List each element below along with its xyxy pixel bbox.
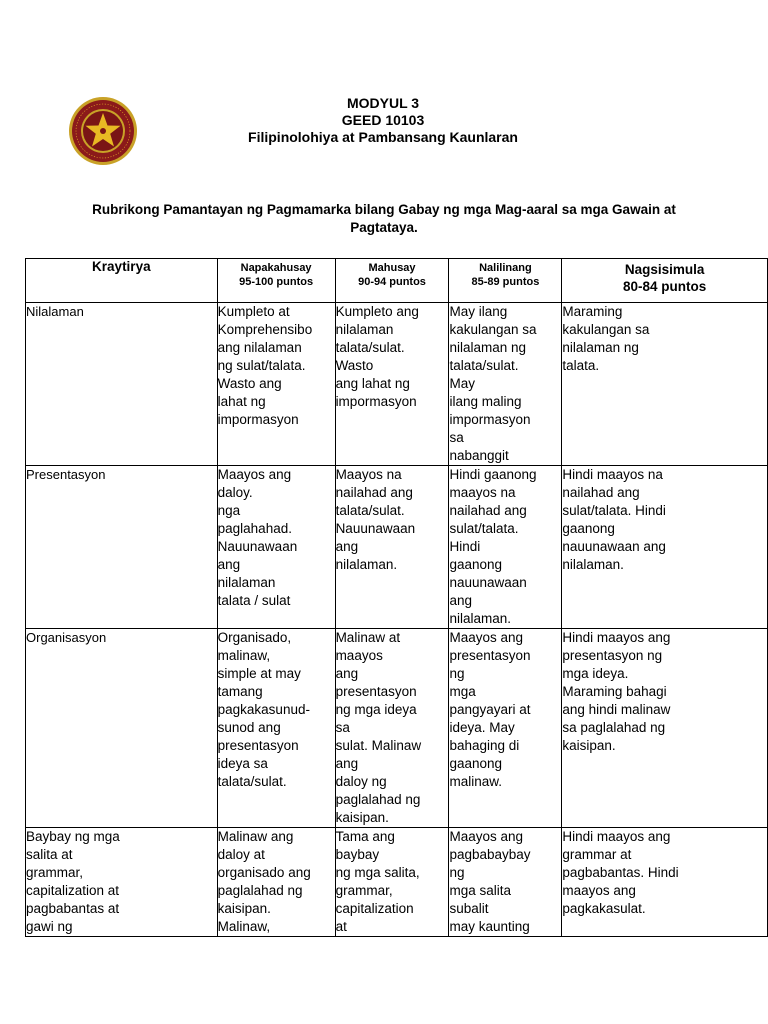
level-header-nalilinang: [449, 259, 562, 303]
rubric-cell: Hindi gaanong maayos na nailahad ang sulat/talata. Hindi gaanong nauunawaan ang nilalaman.: [449, 466, 562, 629]
level-points: 85-89 puntos: [471, 276, 540, 288]
level-name: Nagsisimula: [624, 262, 705, 277]
level-header-nagsisimula: [562, 259, 768, 303]
rubric-cell: Maayos ang daloy. nga paglahahad. Nauunawaan ang nilalaman talata / sulat: [217, 466, 335, 629]
rubric-cell: Malinaw at maayos ang presentasyon ng mga ideya sa sulat. Malinaw ang daloy ng paglalahad ng kaisipan.: [335, 629, 449, 828]
criterion-cell: Baybay ng mga salita at grammar, capitalization at pagbabantas at gawi ng: [26, 828, 218, 937]
document-header: [200, 95, 566, 146]
rubric-title: Rubrikong Pamantayan ng Pagmamarka bilang Gabay ng mga Mag-aaral sa mga Gawain at Pagtataya.: [92, 202, 676, 235]
rubric-cell: Malinaw ang daloy at organisado ang paglalahad ng kaisipan. Malinaw,: [217, 828, 335, 937]
level-points: 90-94 puntos: [358, 276, 426, 288]
level-points: 95-100 puntos: [239, 276, 314, 288]
rubric-cell: Maayos ang pagbabaybay ng mga salita subalit may kaunting: [449, 828, 562, 937]
level-name: Napakahusay: [240, 262, 312, 274]
criterion-cell: Presentasyon: [26, 466, 218, 629]
rubric-cell: Hindi maayos ang grammar at pagbabantas. Hindi maayos ang pagkakasulat.: [562, 828, 768, 937]
rubric-cell: Organisado, malinaw, simple at may tamang pagkakasunud- sunod ang presentasyon ideya sa talata/sulat.: [217, 629, 335, 828]
university-seal-icon: [68, 96, 138, 166]
table-row: [26, 303, 768, 466]
criterion-cell: Nilalaman: [26, 303, 218, 466]
level-name: Nalilinang: [479, 262, 532, 274]
rubric-cell: Maraming kakulangan sa nilalaman ng talata.: [562, 303, 768, 466]
rubric-cell: Hindi maayos na nailahad ang sulat/talata. Hindi gaanong nauunawaan ang nilalaman.: [562, 466, 768, 629]
table-row: [26, 828, 768, 937]
level-name: Mahusay: [368, 262, 416, 274]
rubric-cell: Tama ang baybay ng mga salita, grammar, capitalization at: [335, 828, 449, 937]
header-row: [26, 259, 768, 303]
rubric-cell: Hindi maayos ang presentasyon ng mga ideya. Maraming bahagi ang hindi malinaw sa paglalahad ng kaisipan.: [562, 629, 768, 828]
course-code: GEED 10103: [341, 112, 425, 128]
rubric-cell: Maayos na nailahad ang talata/sulat. Nauunawaan ang nilalaman.: [335, 466, 449, 629]
table-row: [26, 466, 768, 629]
rubric-cell: Kumpleto ang nilalaman talata/sulat. Wasto ang lahat ng impormasyon: [335, 303, 449, 466]
rubric-cell: Maayos ang presentasyon ng mga pangyayari at ideya. May bahaging di gaanong malinaw.: [449, 629, 562, 828]
level-header-mahusay: [335, 259, 449, 303]
rubric-cell: Kumpleto at Komprehensibo ang nilalaman ng sulat/talata. Wasto ang lahat ng impormasyon: [217, 303, 335, 466]
course-title: Filipinolohiya at Pambansang Kaunlaran: [248, 129, 518, 145]
level-points: 80-84 puntos: [623, 279, 707, 294]
criterion-cell: Organisasyon: [26, 629, 218, 828]
rubric-table: [25, 258, 768, 937]
criteria-header: Kraytirya: [26, 259, 218, 303]
level-header-napakahusay: [217, 259, 335, 303]
rubric-cell: May ilang kakulangan sa nilalaman ng talata/sulat. May ilang maling impormasyon sa nabanggit: [449, 303, 562, 466]
table-row: [26, 629, 768, 828]
module-title: MODYUL 3: [346, 95, 420, 111]
